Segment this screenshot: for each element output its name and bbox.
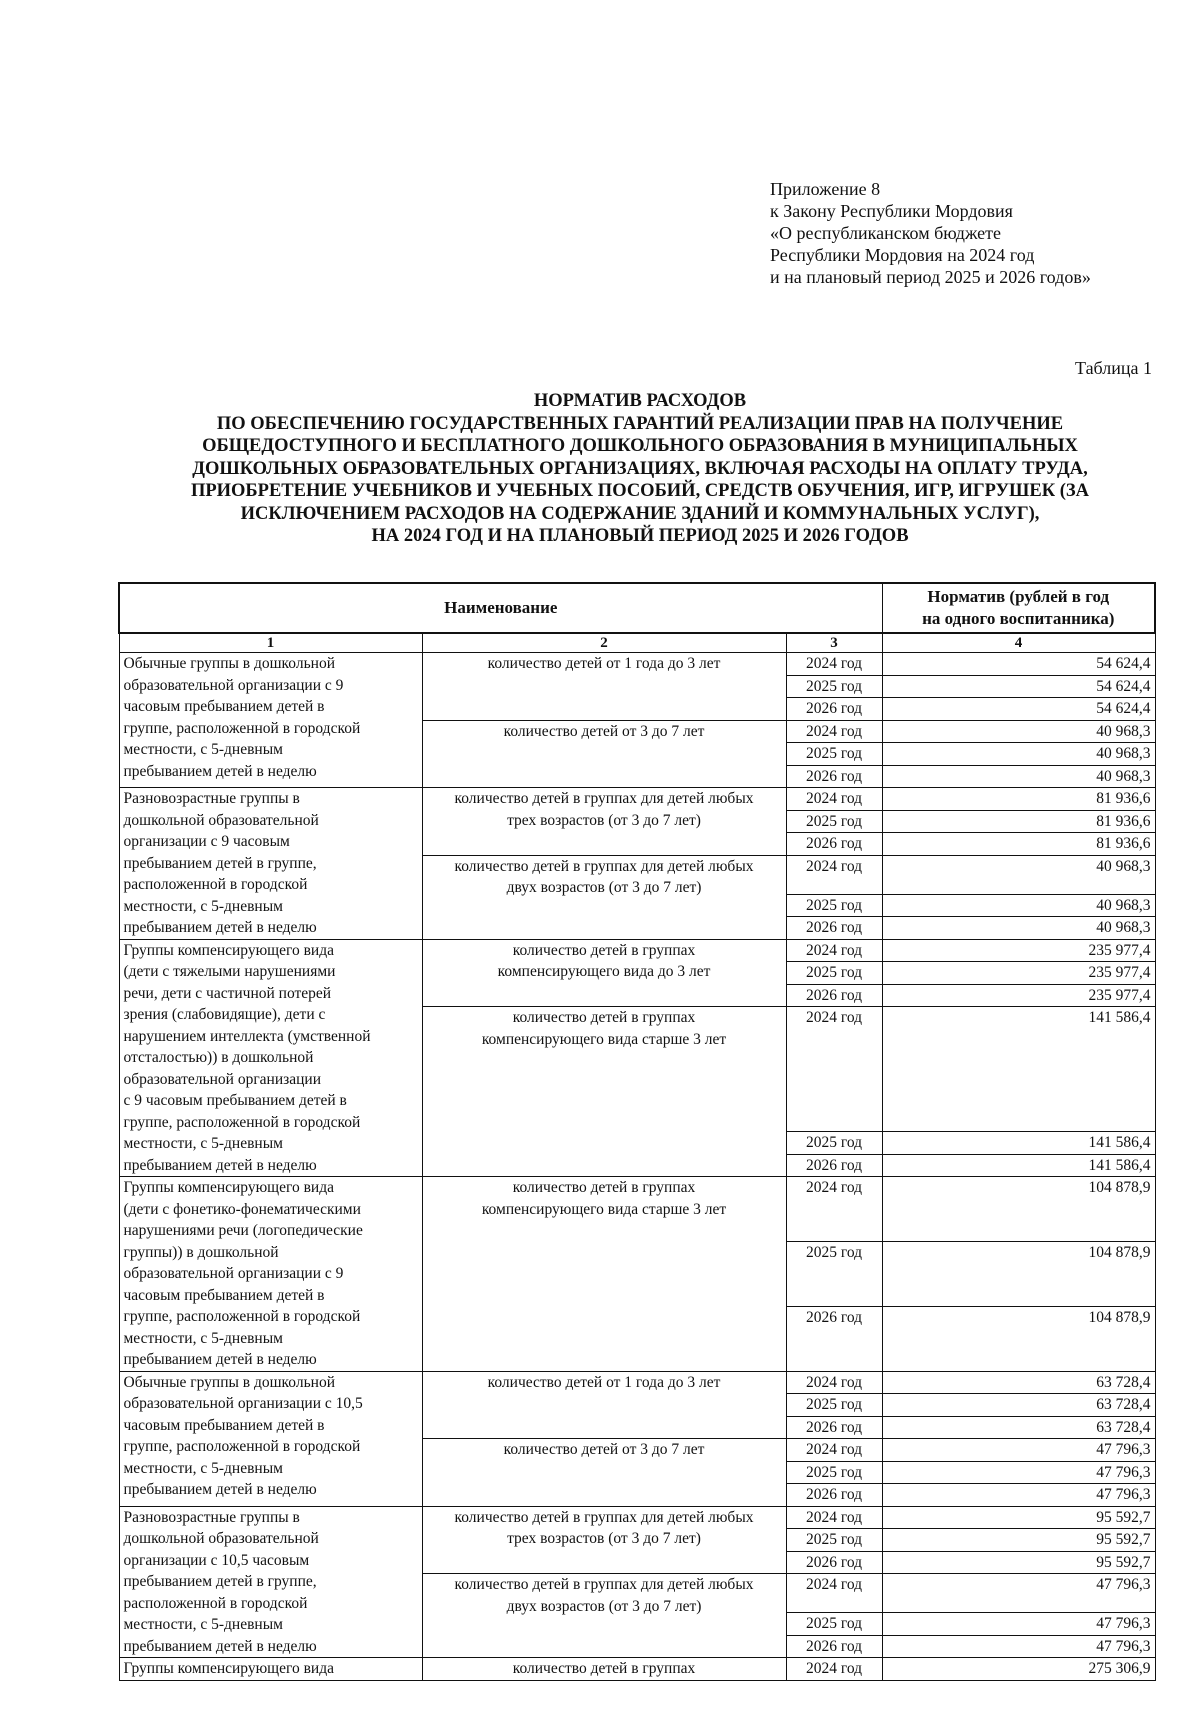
norm-value-cell: 47 796,3 (882, 1461, 1155, 1484)
subgroup-line: количество детей от 3 до 7 лет (503, 1441, 705, 1458)
group-name-line: организации с 9 часовым (123, 833, 290, 850)
col-number-2: 2 (422, 633, 786, 653)
group-name (119, 939, 422, 1177)
table-label: Таблица 1 (1075, 358, 1152, 378)
subgroup-description (422, 1007, 786, 1177)
group-name-line: Группы компенсирующего вида (123, 941, 334, 959)
group-name-line: с 9 часовым пребыванием детей в (123, 1092, 347, 1109)
year-cell: 2026 год (786, 765, 882, 788)
subgroup-description (422, 1658, 786, 1681)
subgroup-description (422, 720, 786, 788)
title-line: ОБЩЕДОСТУПНОГО И БЕСПЛАТНОГО ДОШКОЛЬНОГО ОБРАЗОВАНИЯ В МУНИЦИПАЛЬНЫХ (202, 436, 1078, 456)
group-name-line: группе, расположенной в городской (123, 1438, 361, 1455)
group-name-line: дошкольной образовательной (123, 1530, 319, 1547)
title-line: НОРМАТИВ РАСХОДОВ (533, 391, 747, 411)
title-line: ПО ОБЕСПЕЧЕНИЮ ГОСУДАРСТВЕННЫХ ГАРАНТИЙ РЕАЛИЗАЦИИ ПРАВ НА ПОЛУЧЕНИЕ (216, 413, 1064, 434)
subgroup-description (422, 1439, 786, 1507)
header-norm-line: на одного воспитанника) (922, 609, 1115, 628)
norm-value-cell: 235 977,4 (882, 962, 1155, 985)
year-cell: 2025 год (786, 1529, 882, 1552)
year-cell: 2024 год (786, 1658, 882, 1681)
year-cell: 2024 год (786, 939, 882, 962)
year-cell: 2024 год (786, 720, 882, 743)
group-name-line: образовательной организации с 10,5 (123, 1395, 363, 1412)
group-name-line: местности, с 5-дневным (123, 1135, 283, 1152)
group-name-line: группе, расположенной в городской (123, 719, 361, 737)
year-cell: 2025 год (786, 1461, 882, 1484)
norm-value-cell: 40 968,3 (882, 765, 1155, 788)
group-name-line: Группы компенсирующего вида (123, 1179, 334, 1196)
year-cell: 2025 год (786, 743, 882, 766)
subgroup-line: трех возрастов (от 3 до 7 лет) (507, 1530, 701, 1547)
subgroup-line: количество детей в группах для детей любых (454, 1508, 754, 1526)
year-cell: 2025 год (786, 1241, 882, 1306)
norm-value-cell: 47 796,3 (882, 1484, 1155, 1507)
year-cell: 2026 год (786, 1416, 882, 1439)
subgroup-line: количество детей в группах для детей любых (454, 790, 754, 807)
group-name-line: отсталостью)) в дошкольной (123, 1049, 314, 1066)
group-name (119, 653, 422, 788)
norm-value-cell: 95 592,7 (882, 1551, 1155, 1574)
subgroup-line: двух возрастов (от 3 до 7 лет) (506, 1597, 702, 1615)
norm-value-cell: 141 586,4 (882, 1007, 1155, 1132)
group-name-line: местности, с 5-дневным (123, 1616, 283, 1633)
year-cell: 2024 год (786, 1439, 882, 1462)
group-name-line: пребыванием детей в неделю (123, 919, 317, 936)
norm-value-cell: 63 728,4 (882, 1416, 1155, 1439)
norm-value-cell: 81 936,6 (882, 788, 1155, 811)
year-cell: 2025 год (786, 962, 882, 985)
norm-value-cell: 40 968,3 (882, 855, 1155, 894)
table-row (119, 1506, 1155, 1529)
subgroup-line: количество детей от 1 года до 3 лет (487, 1373, 721, 1391)
norm-value-cell: 40 968,3 (882, 894, 1155, 917)
subgroup-line: количество детей в группах (512, 1660, 696, 1677)
year-cell: 2026 год (786, 1635, 882, 1658)
norm-value-cell: 235 977,4 (882, 939, 1155, 962)
subgroup-line: количество детей в группах (512, 941, 696, 959)
group-name-line: часовым пребыванием детей в (123, 1416, 325, 1434)
subgroup-line: количество детей в группах (512, 1179, 696, 1196)
table-header-row (119, 583, 1155, 633)
year-cell: 2025 год (786, 1132, 882, 1155)
col-number-1: 1 (119, 633, 422, 653)
group-name-line: пребыванием детей в неделю (123, 1156, 317, 1174)
subgroup-line: компенсирующего вида старше 3 лет (481, 1200, 727, 1218)
norm-value-cell: 104 878,9 (882, 1241, 1155, 1306)
header-norm-line: Норматив (рублей в год (927, 587, 1110, 606)
col-number-4: 4 (882, 633, 1155, 653)
norm-table (118, 582, 1156, 1681)
norm-value-cell: 63 728,4 (882, 1371, 1155, 1394)
norm-value-cell: 47 796,3 (882, 1613, 1155, 1636)
subgroup-line: количество детей в группах для детей любых (454, 1576, 754, 1593)
group-name-line: местности, с 5-дневным (123, 1329, 283, 1347)
year-cell: 2026 год (786, 698, 882, 721)
year-cell: 2024 год (786, 788, 882, 811)
table-row (119, 788, 1155, 811)
header-norm (882, 583, 1155, 633)
group-name-line: зрения (слабовидящие), дети с (123, 1006, 326, 1023)
group-name-line: пребыванием детей в неделю (123, 762, 317, 780)
subgroup-line: количество детей от 1 года до 3 лет (487, 655, 721, 672)
header-line: Республики Мордовия на 2024 год (770, 245, 1035, 265)
year-cell: 2024 год (786, 1574, 882, 1613)
document-title (100, 390, 1180, 548)
norm-value-cell: 63 728,4 (882, 1394, 1155, 1417)
group-name-line: нарушениями речи (логопедические (123, 1222, 363, 1239)
norm-value-cell: 104 878,9 (882, 1177, 1155, 1242)
subgroup-line: двух возрастов (от 3 до 7 лет) (506, 879, 702, 896)
subgroup-line: компенсирующего вида до 3 лет (497, 963, 711, 980)
subgroup-description (422, 1371, 786, 1439)
group-name-line: образовательной организации (123, 1070, 322, 1088)
group-name-line: Обычные группы в дошкольной (123, 1373, 335, 1391)
group-name-line: расположенной в городской (123, 1594, 308, 1612)
group-name (119, 788, 422, 940)
year-cell: 2025 год (786, 810, 882, 833)
group-name-line: часовым пребыванием детей в (123, 1286, 325, 1304)
subgroup-description (422, 788, 786, 856)
group-name-line: образовательной организации с 9 (123, 676, 344, 694)
norm-value-cell: 141 586,4 (882, 1154, 1155, 1177)
norm-value-cell: 47 796,3 (882, 1574, 1155, 1613)
year-cell: 2026 год (786, 1306, 882, 1371)
group-name-line: пребыванием детей в неделю (123, 1351, 317, 1368)
title-line: ПРИОБРЕТЕНИЕ УЧЕБНИКОВ И УЧЕБНЫХ ПОСОБИЙ, СРЕДСТВ ОБУЧЕНИЯ, ИГР, ИГРУШЕК (ЗА (190, 481, 1090, 501)
group-name-line: расположенной в городской (123, 876, 308, 893)
subgroup-description (422, 653, 786, 721)
year-cell: 2025 год (786, 1613, 882, 1636)
year-cell: 2026 год (786, 1551, 882, 1574)
norm-value-cell: 54 624,4 (882, 675, 1155, 698)
norm-value-cell: 47 796,3 (882, 1439, 1155, 1462)
subgroup-line: количество детей от 3 до 7 лет (503, 722, 705, 740)
subgroup-description (422, 1574, 786, 1658)
header-line: Приложение 8 (770, 179, 881, 199)
year-cell: 2025 год (786, 894, 882, 917)
group-name-line: пребыванием детей в группе, (123, 854, 317, 872)
group-name-line: местности, с 5-дневным (123, 1459, 283, 1477)
group-name-line: речи, дети с частичной потерей (123, 984, 332, 1002)
group-name-line: Разновозрастные группы в (123, 1508, 300, 1526)
appendix-header (770, 178, 1180, 288)
norm-value-cell: 81 936,6 (882, 810, 1155, 833)
year-cell: 2026 год (786, 984, 882, 1007)
table-row (119, 1177, 1155, 1242)
header-line: «О республиканском бюджете (770, 223, 1002, 243)
group-name-line: организации с 10,5 часовым (123, 1551, 310, 1569)
table-row (119, 939, 1155, 962)
norm-value-cell: 235 977,4 (882, 984, 1155, 1007)
group-name (119, 1658, 422, 1681)
group-name-line: дошкольной образовательной (123, 811, 319, 829)
group-name (119, 1371, 422, 1506)
norm-value-cell: 47 796,3 (882, 1635, 1155, 1658)
year-cell: 2024 год (786, 1371, 882, 1394)
year-cell: 2026 год (786, 1484, 882, 1507)
group-name-line: пребыванием детей в неделю (123, 1637, 317, 1655)
group-name-line: группе, расположенной в городской (123, 1113, 361, 1131)
group-name-line: Разновозрастные группы в (123, 790, 300, 807)
norm-value-cell: 81 936,6 (882, 833, 1155, 856)
norm-value-cell: 95 592,7 (882, 1529, 1155, 1552)
header-name: Наименование (119, 583, 882, 633)
column-number-row (119, 633, 1155, 653)
subgroup-line: количество детей в группах для детей любых (454, 857, 754, 875)
year-cell: 2026 год (786, 1154, 882, 1177)
norm-value-cell: 275 306,9 (882, 1658, 1155, 1681)
title-line: ДОШКОЛЬНЫХ ОБРАЗОВАТЕЛЬНЫХ ОРГАНИЗАЦИЯХ, ВКЛЮЧАЯ РАСХОДЫ НА ОПЛАТУ ТРУДА, (192, 458, 1088, 479)
subgroup-description (422, 939, 786, 1007)
norm-value-cell: 141 586,4 (882, 1132, 1155, 1155)
year-cell: 2024 год (786, 1007, 882, 1132)
group-name-line: пребыванием детей в группе, (123, 1573, 317, 1590)
title-line: НА 2024 ГОД И НА ПЛАНОВЫЙ ПЕРИОД 2025 И 2026 ГОДОВ (371, 526, 909, 546)
subgroup-line: трех возрастов (от 3 до 7 лет) (507, 811, 701, 829)
norm-value-cell: 40 968,3 (882, 917, 1155, 940)
table-row (119, 1658, 1155, 1681)
group-name-line: (дети с фонетико-фонематическими (123, 1200, 361, 1218)
group-name-line: группе, расположенной в городской (123, 1308, 361, 1325)
title-line: ИСКЛЮЧЕНИЕМ РАСХОДОВ НА СОДЕРЖАНИЕ ЗДАНИЙ И КОММУНАЛЬНЫХ УСЛУГ), (240, 503, 1040, 524)
year-cell: 2025 год (786, 1394, 882, 1417)
group-name-line: Группы компенсирующего вида (123, 1660, 334, 1677)
year-cell: 2024 год (786, 855, 882, 894)
group-name-line: пребыванием детей в неделю (123, 1481, 317, 1498)
table-row (119, 1371, 1155, 1394)
year-cell: 2024 год (786, 1177, 882, 1242)
group-name-line: нарушением интеллекта (умственной (123, 1027, 371, 1045)
group-name-line: часовым пребыванием детей в (123, 698, 325, 715)
year-cell: 2024 год (786, 1506, 882, 1529)
norm-value-cell: 54 624,4 (882, 653, 1155, 676)
subgroup-description (422, 1177, 786, 1372)
year-cell: 2025 год (786, 675, 882, 698)
group-name-line: (дети с тяжелыми нарушениями (123, 963, 336, 980)
table-row (119, 653, 1155, 676)
norm-value-cell: 40 968,3 (882, 720, 1155, 743)
norm-value-cell: 54 624,4 (882, 698, 1155, 721)
group-name-line: местности, с 5-дневным (123, 897, 283, 915)
group-name-line: группы)) в дошкольной (123, 1243, 279, 1261)
norm-value-cell: 104 878,9 (882, 1306, 1155, 1371)
group-name (119, 1177, 422, 1372)
group-name (119, 1506, 422, 1658)
year-cell: 2026 год (786, 833, 882, 856)
subgroup-line: количество детей в группах (512, 1009, 696, 1026)
header-line: и на плановый период 2025 и 2026 годов» (770, 267, 1091, 287)
col-number-3: 3 (786, 633, 882, 653)
group-name-line: образовательной организации с 9 (123, 1265, 344, 1282)
subgroup-description (422, 855, 786, 939)
year-cell: 2026 год (786, 917, 882, 940)
group-name-line: местности, с 5-дневным (123, 741, 283, 758)
norm-value-cell: 95 592,7 (882, 1506, 1155, 1529)
subgroup-description (422, 1506, 786, 1574)
header-line: к Закону Республики Мордовия (770, 201, 1013, 221)
year-cell: 2024 год (786, 653, 882, 676)
norm-value-cell: 40 968,3 (882, 743, 1155, 766)
group-name-line: Обычные группы в дошкольной (123, 655, 335, 672)
subgroup-line: компенсирующего вида старше 3 лет (481, 1030, 727, 1048)
